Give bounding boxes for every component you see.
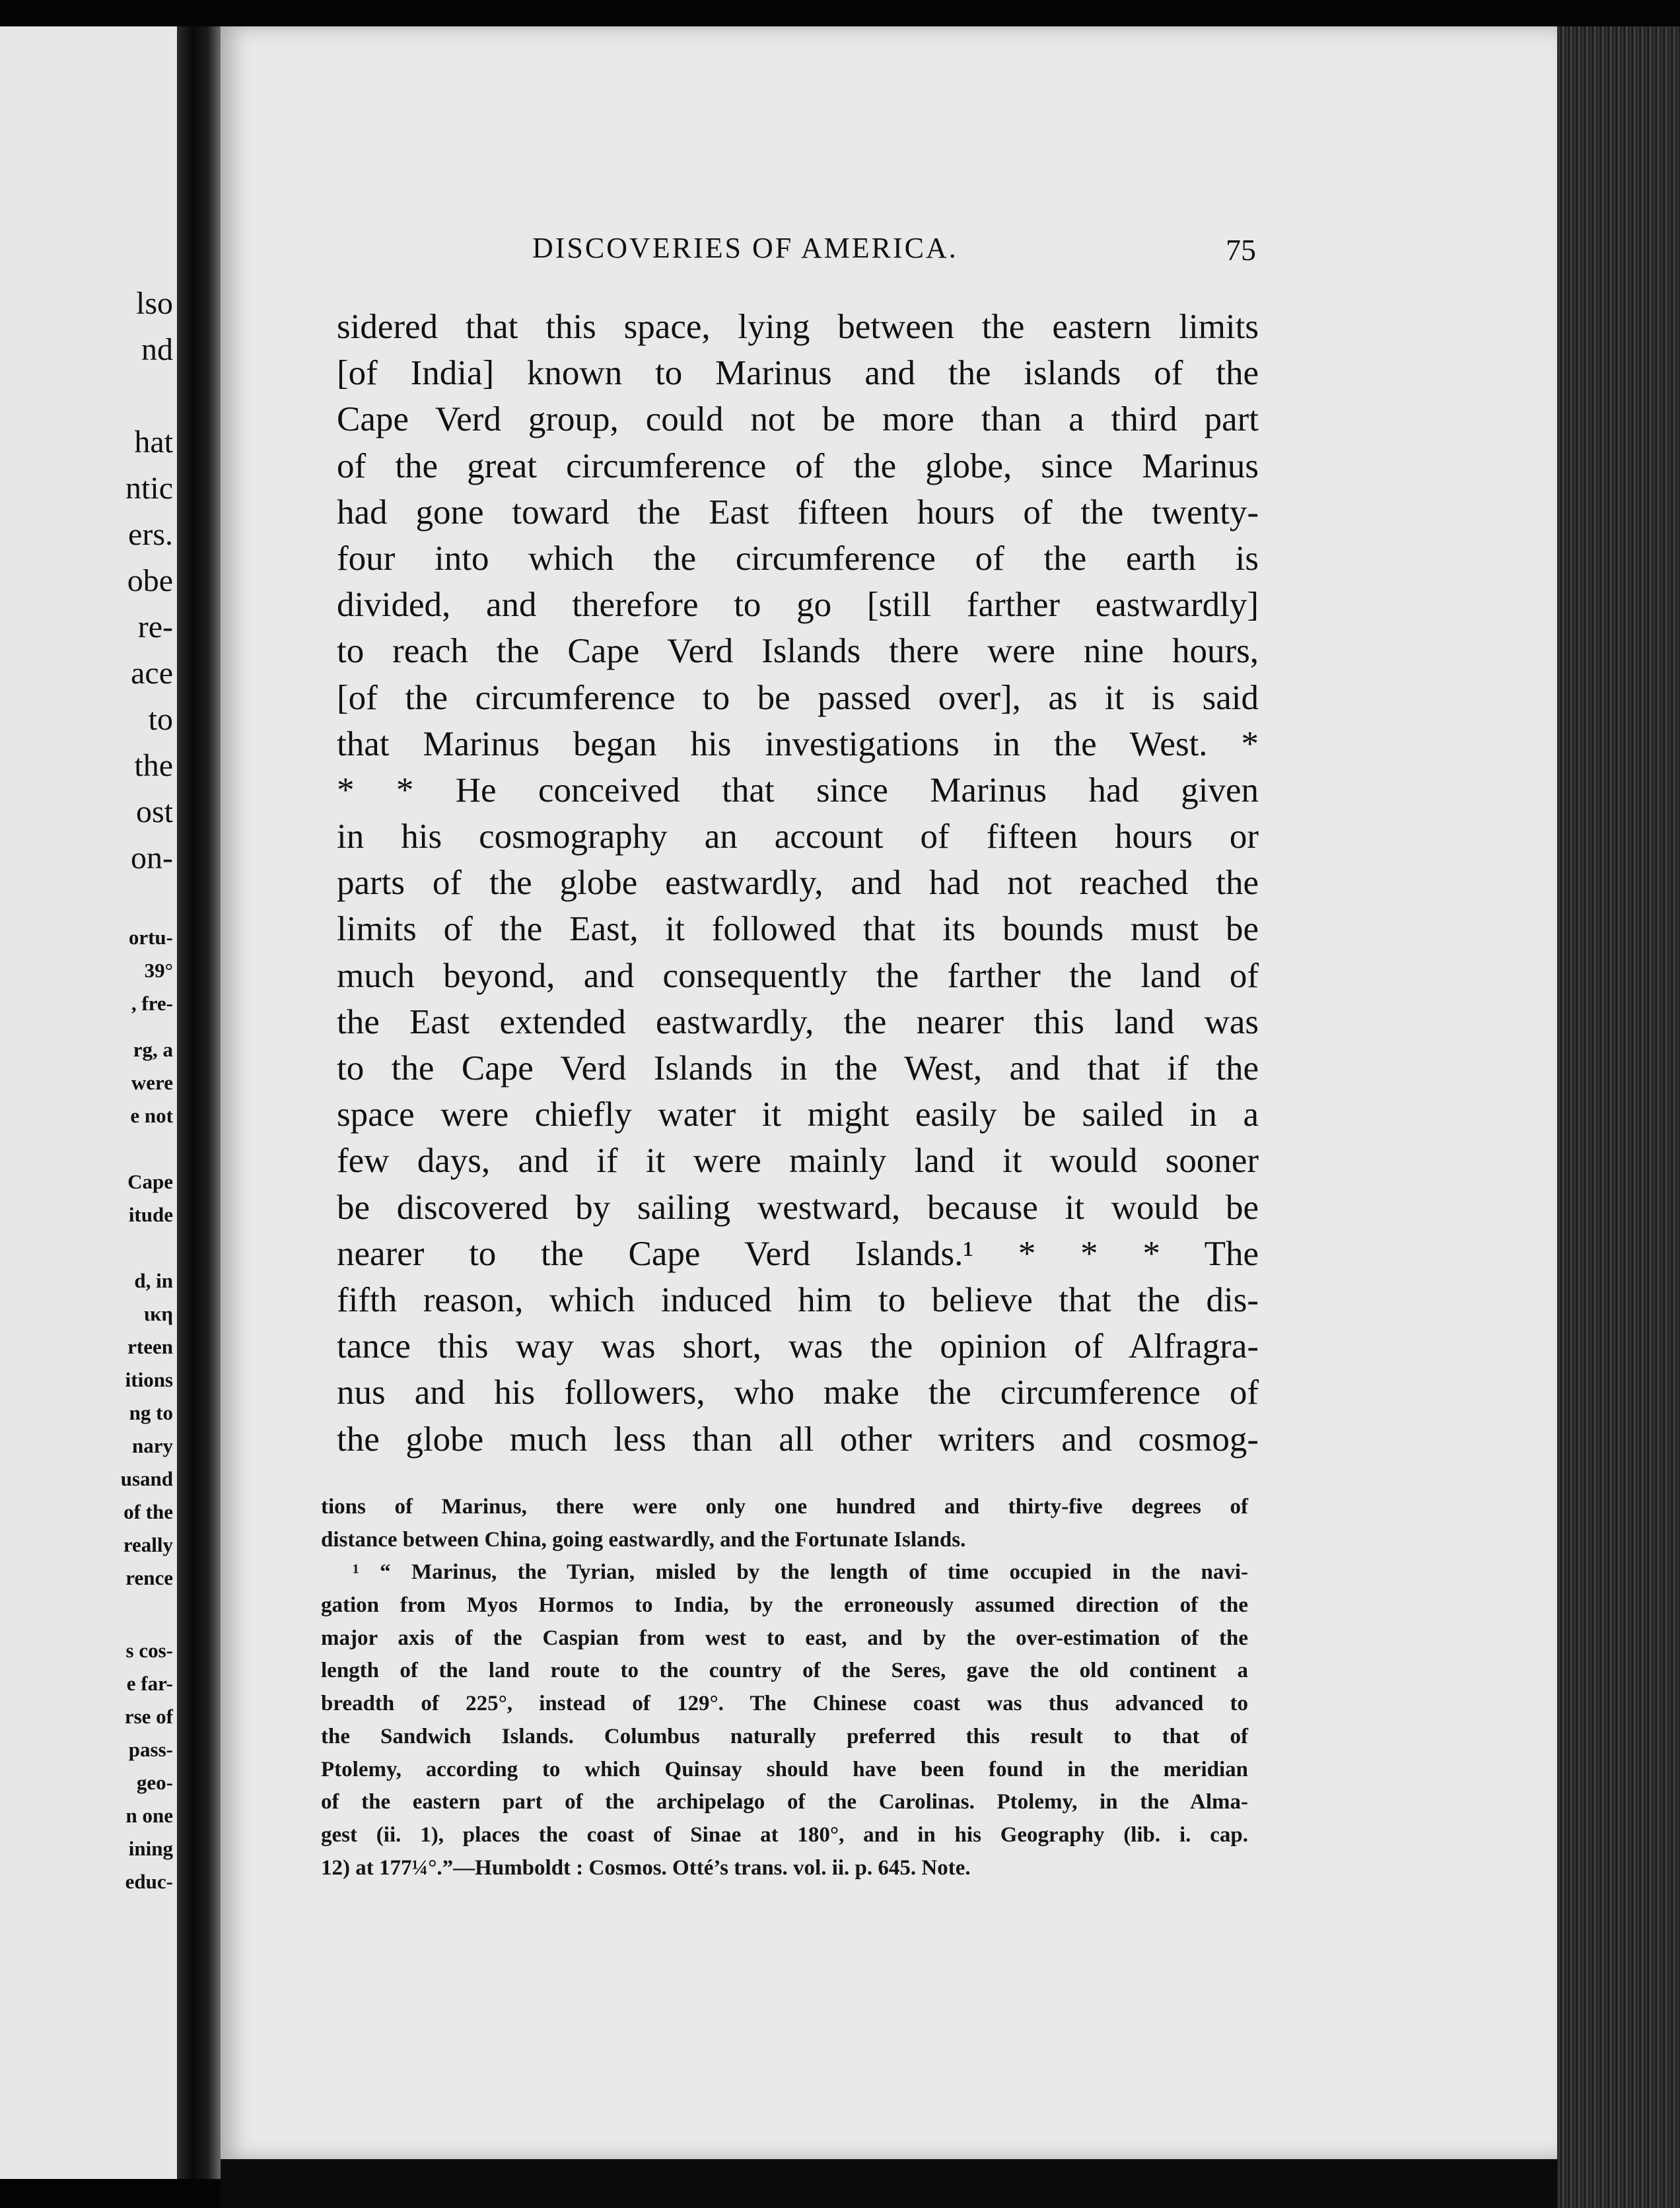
footnote-line: the Sandwich Islands. Columbus naturally preferred this result to that of	[321, 1724, 1248, 1748]
text-line: that Marinus began his investigations in the West. *	[337, 724, 1259, 763]
text-line: tance this way was short, was the opinion of Alfragra-	[337, 1327, 1259, 1366]
text-line: the globe much less than all other writers and cosmog-	[337, 1420, 1259, 1459]
left-fragment: Cape	[127, 1170, 173, 1193]
left-fragment: pass-	[128, 1738, 173, 1761]
footnote-line: length of the land route to the country of the Seres, gave the old continent a	[321, 1659, 1248, 1683]
text-line: fifth reason, which induced him to believe that the dis-	[337, 1280, 1259, 1319]
text-line: divided, and therefore to go [still farther eastwardly]	[337, 586, 1259, 625]
text-line: parts of the globe eastwardly, and had not reached the	[337, 864, 1259, 903]
page-number: 75	[1226, 233, 1256, 267]
left-fragment: rg, a	[133, 1038, 173, 1061]
left-fragment: nd	[141, 332, 173, 367]
footnote-line: distance between China, going eastwardly, and the Fortunate Islands.	[321, 1527, 966, 1552]
text-line: to the Cape Verd Islands in the West, and that if the	[337, 1049, 1259, 1087]
text-line: in his cosmography an account of fifteen hours or	[337, 817, 1259, 856]
text-line: had gone toward the East fifteen hours of the twenty-	[337, 493, 1259, 532]
left-fragment: were	[131, 1071, 173, 1094]
left-fragment: ικη	[143, 1302, 173, 1325]
page-edges	[1557, 26, 1680, 2208]
left-fragment: itude	[128, 1203, 173, 1226]
left-fragment: educ-	[125, 1870, 173, 1893]
left-fragment: rence	[125, 1566, 173, 1589]
footnote-line: of the eastern part of the archipelago of the Carolinas. Ptolemy, in the Alma-	[321, 1790, 1248, 1814]
left-fragment: usand	[120, 1467, 173, 1490]
text-line: of the great circumference of the globe, since Marinus	[337, 446, 1259, 485]
left-fragment: n one	[125, 1804, 173, 1827]
left-fragment: s cos-	[125, 1639, 173, 1662]
footnotes	[321, 1491, 1248, 1884]
facing-page-left	[0, 26, 177, 2179]
book-page	[221, 26, 1557, 2159]
footnote-line: gation from Myos Hormos to India, by the erroneously assumed direction of the	[321, 1593, 1248, 1618]
left-fragment: obe	[127, 563, 173, 598]
left-fragment: lso	[135, 286, 173, 321]
left-fragment: 39°	[144, 959, 173, 982]
text-line: to reach the Cape Verd Islands there were nine hours,	[337, 632, 1259, 671]
left-fragment: ng to	[129, 1401, 173, 1424]
text-line: much beyond, and consequently the farther the land of	[337, 956, 1259, 995]
left-fragment: rse of	[124, 1705, 173, 1728]
footnote-line: ¹ “ Marinus, the Tyrian, misled by the length of time occupied in the navi-	[353, 1560, 1248, 1585]
text-line: be discovered by sailing westward, because it would be	[337, 1188, 1259, 1227]
left-fragment: ost	[135, 794, 173, 829]
left-fragment: ace	[131, 656, 173, 691]
footnote-line: tions of Marinus, there were only one hundred and thirty-five degrees of	[321, 1495, 1248, 1519]
left-fragment: , fre-	[131, 992, 173, 1015]
text-line: * * He conceived that since Marinus had given	[337, 771, 1259, 810]
left-fragment: hat	[134, 425, 173, 460]
footnote-line: gest (ii. 1), places the coast of Sinae at 180°, and in his Geography (lib. i. cap.	[321, 1822, 1248, 1847]
left-fragment: rteen	[127, 1335, 173, 1358]
text-line: Cape Verd group, could not be more than a third part	[337, 400, 1259, 439]
left-fragment: nary	[132, 1434, 173, 1457]
left-fragment: e not	[130, 1104, 173, 1127]
text-line: [of India] known to Marinus and the islands of the	[337, 354, 1259, 393]
footnote-line: major axis of the Caspian from west to east, and by the over-estimation of the	[321, 1626, 1248, 1650]
footnote-line: breadth of 225°, instead of 129°. The Chinese coast was thus advanced to	[321, 1692, 1248, 1716]
left-fragment: really	[123, 1533, 173, 1556]
left-fragment: the	[134, 748, 173, 783]
text-line: four into which the circumference of the earth is	[337, 539, 1259, 578]
left-fragment: to	[148, 702, 173, 737]
left-fragment: on-	[131, 841, 173, 876]
left-fragment: re-	[137, 609, 173, 644]
text-line: the East extended eastwardly, the nearer this land was	[337, 1002, 1259, 1041]
left-fragment: ining	[128, 1837, 173, 1860]
left-fragment: ntic	[125, 471, 173, 506]
text-line: few days, and if it were mainly land it would sooner	[337, 1142, 1259, 1181]
book-gutter	[177, 26, 221, 2179]
footnote-line: 12) at 177¼°.”—Humboldt : Cosmos. Otté’s trans. vol. ii. p. 645. Note.	[321, 1855, 971, 1880]
left-fragment: itions	[125, 1368, 173, 1391]
text-line: space were chiefly water it might easily be sailed in a	[337, 1095, 1259, 1134]
left-fragment: e far-	[126, 1672, 173, 1695]
running-title: DISCOVERIES OF AMERICA.	[532, 232, 958, 264]
text-line: sidered that this space, lying between the eastern limits	[337, 308, 1259, 346]
text-line: [of the circumference to be passed over], as it is said	[337, 678, 1259, 717]
left-fragment: geo-	[136, 1771, 173, 1794]
left-fragment: of the	[123, 1500, 173, 1523]
body-text	[337, 304, 1259, 1463]
page-edges-bottom	[221, 2159, 1557, 2208]
left-fragment: ortu-	[128, 926, 173, 949]
text-line: limits of the East, it followed that its bounds must be	[337, 910, 1259, 949]
footnote-line: Ptolemy, according to which Quinsay should have been found in the meridian	[321, 1757, 1248, 1781]
left-fragment: ers.	[128, 517, 173, 552]
text-line: nearer to the Cape Verd Islands.¹ * * * The	[337, 1234, 1259, 1273]
text-line: nus and his followers, who make the circumference of	[337, 1373, 1259, 1412]
left-fragment: d, in	[134, 1269, 173, 1292]
